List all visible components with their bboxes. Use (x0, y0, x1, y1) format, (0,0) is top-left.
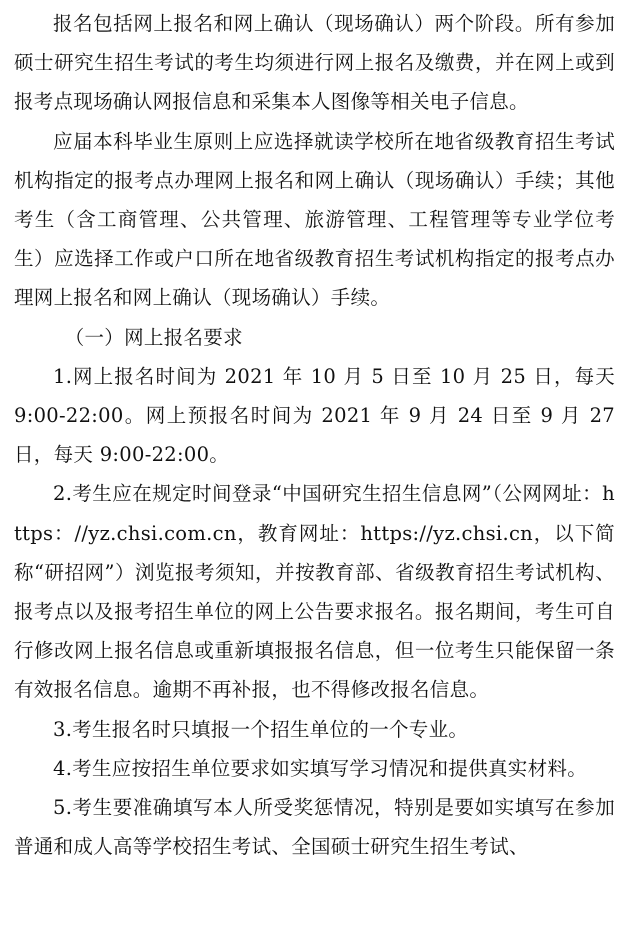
list-item-rewards-punishments: 5.考生要准确填写本人所受奖惩情况，特别是要如实填写在参加普通和成人高等学校招生考试、全国硕士研究生招生考试、 (14, 796, 615, 859)
list-item-registration-time: 1.网上报名时间为 2021 年 10 月 5 日至 10 月 25 日，每天 9:00-22:00。网上预报名时间为 2021 年 9 月 24 日至 9 月 27 日，每天 9:00-22:00。 (14, 364, 615, 467)
section-heading-online-registration: （一）网上报名要求 (64, 325, 243, 349)
list-item-truthful-materials: 4.考生应按招生单位要求如实填写学习情况和提供真实材料。 (53, 756, 588, 780)
paragraph-registration-stages: 报名包括网上报名和网上确认（现场确认）两个阶段。所有参加硕士研究生招生考试的考生均须进行网上报名及缴费，并在网上或到报考点现场确认网报信息和采集本人图像等相关电子信息。 (14, 12, 615, 114)
list-item-registration-website: 2.考生应在规定时间登录“中国研究生招生信息网”（公网网址：https：//yz.chsi.com.cn，教育网址：https://yz.chsi.cn，以下简称“研招网”）浏览报考须知，并按教育部、省级教育招生考试机构、报考点以及报考招生单位的网上公告要求报名。报名期间，考生可自行修改网上报名信息或重新填报报名信息，但一位考生只能保留一条有效报名信息。逾期不再补报，也不得修改报名信息。 (14, 482, 615, 702)
list-item-single-major: 3.考生报名时只填报一个招生单位的一个专业。 (53, 717, 469, 741)
paragraph-registration-location: 应届本科毕业生原则上应选择就读学校所在地省级教育招生考试机构指定的报考点办理网上报名和网上确认（现场确认）手续；其他考生（含工商管理、公共管理、旅游管理、工程管理等专业学位考生）应选择工作或户口所在地省级教育招生考试机构指定的报考点办理网上报名和网上确认（现场确认）手续。 (14, 129, 615, 310)
